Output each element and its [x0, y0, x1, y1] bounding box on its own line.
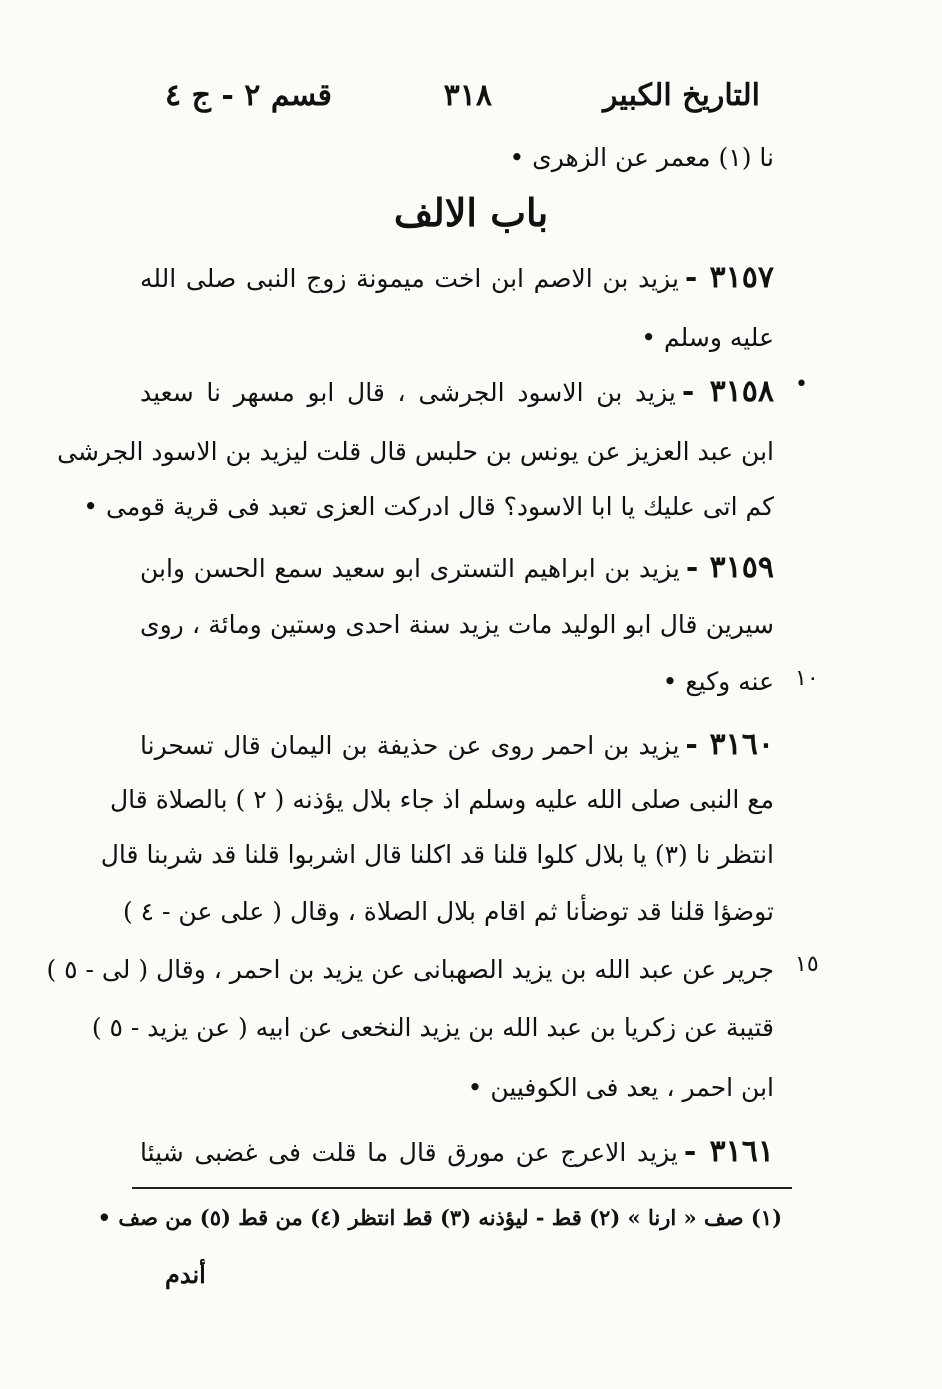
entry-text: يزيد بن الاصم ابن اخت ميمونة زوج النبى صلى الله	[140, 264, 679, 293]
footnotes: (١) صف « ارنا » (٢) قط - ليؤذنه (٣) قط انتظر (٤) من قط (٥) من صف •	[97, 1205, 782, 1230]
entry-text: يزيد الاعرج عن مورق قال ما قلت فى غضبى شيئا	[140, 1138, 678, 1167]
text-line: جرير عن عبد الله بن يزيد الصهبانى عن يزيد بن احمر ، وقال ( لى - ٥ )	[46, 955, 774, 984]
text-line: انتظر نا (٣) يا بلال كلوا قلنا قد اكلنا قال اشربوا قلنا قد شربنا قال	[100, 840, 774, 869]
text-line: ابن عبد العزيز عن يونس بن حلبس قال قلت ليزيد بن الاسود الجرشى	[57, 437, 774, 466]
text-line: قتيبة عن زكريا بن عبد الله بن يزيد النخعى عن ابيه ( عن يزيد - ٥ )	[91, 1013, 774, 1042]
entry-3158-line	[140, 372, 774, 416]
entry-3160-line	[140, 725, 774, 769]
text-line: عليه وسلم •	[641, 323, 774, 352]
entry-number: ٣١٥٧ -	[684, 260, 774, 295]
footnote-continuation: أندم	[165, 1260, 206, 1289]
entry-text: يزيد بن ابراهيم التسترى ابو سعيد سمع الحسن وابن	[140, 554, 680, 583]
text-line: مع النبى صلى الله عليه وسلم اذ جاء بلال يؤذنه ( ٢ ) بالصلاة قال	[110, 785, 774, 814]
entry-number: ٣١٦١ -	[683, 1134, 774, 1169]
text-line: توضؤا قلنا قد توضأنا ثم اقام بلال الصلاة ، وقال ( على عن - ٤ )	[122, 897, 774, 926]
margin-line-number: ١٥	[795, 952, 819, 977]
margin-bullet: •	[795, 372, 808, 397]
entry-number: ٣١٥٩ -	[685, 550, 774, 585]
entry-text: يزيد بن احمر روى عن حذيفة بن اليمان قال تسحرنا	[140, 731, 680, 760]
text-line: ابن احمر ، يعد فى الكوفيين •	[467, 1073, 774, 1102]
entry-3161-line	[140, 1132, 774, 1176]
entry-number: ٣١٥٨ -	[681, 374, 775, 409]
entry-3157-line	[140, 258, 774, 302]
page-header	[165, 78, 760, 128]
text-line: عنه وكيع •	[662, 667, 774, 696]
entry-text: يزيد بن الاسود الجرشى ، قال ابو مسهر نا سعيد	[140, 378, 676, 407]
page-number: ٣١٨	[443, 78, 492, 113]
entry-3159-line	[140, 548, 774, 592]
book-title: التاريخ الكبير	[602, 78, 760, 113]
volume-part: قسم ٢ - ج ٤	[165, 78, 332, 113]
margin-line-number: ١٠	[795, 666, 819, 691]
entry-number: ٣١٦٠ -	[685, 727, 774, 762]
text-line: كم اتى عليك يا ابا الاسود؟ قال ادركت العزى تعبد فى قرية قومى •	[83, 492, 774, 521]
text-line: سيرين قال ابو الوليد مات يزيد سنة احدى وستين ومائة ، روى	[140, 610, 774, 639]
footnote-divider	[132, 1187, 792, 1189]
text-line: نا (١) معمر عن الزهرى •	[509, 143, 774, 172]
section-heading: باب الالف	[393, 190, 549, 235]
